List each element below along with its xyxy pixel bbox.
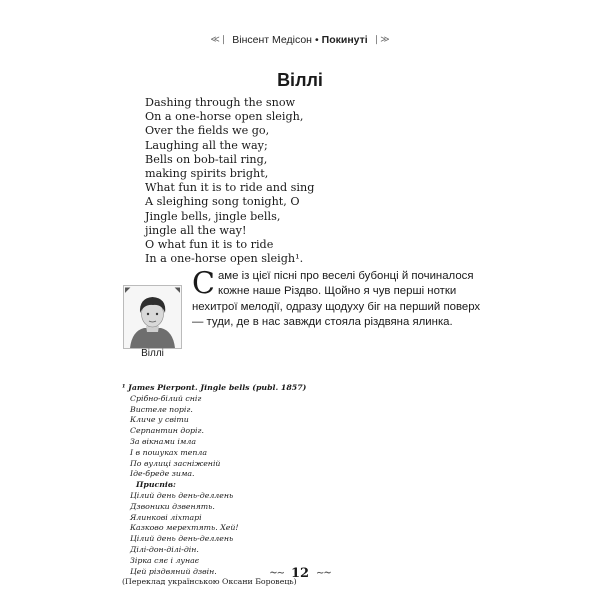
paragraph-text: аме із цієї пісні про веселі бубонці й починалося кожне наше Різдво. Щойно я чув перші нотки нехитрої мелодії, одразу щодуху біг на перший поверх — туди, де в нас завжди стояла різдвяна ялинка. — [192, 270, 481, 329]
footnote-chorus-line: Цей різдвяний дзвін. — [130, 566, 217, 576]
footnote-chorus-line: Дзвоники дзвенять. — [130, 501, 215, 511]
boy-portrait-icon — [124, 286, 181, 348]
verse-line: Laughing all the way; — [145, 138, 268, 152]
ornament-right-icon: ❘≫ — [372, 34, 390, 44]
header-book-title: Покинуті — [321, 34, 368, 46]
footnote-chorus-line: Цілий день день-деллень — [130, 534, 234, 544]
footnote-line: Кличе у світи — [130, 415, 189, 425]
verse-line: What fun it is to ride and sing — [145, 181, 315, 195]
body-paragraph — [192, 266, 482, 331]
footnote-line: І в пошуках тепла — [130, 447, 208, 457]
footnote-chorus-line: Зірка сяє і лунає — [130, 555, 200, 565]
drop-cap: С — [192, 266, 215, 301]
ornament-right-icon: ∼~ — [316, 568, 331, 579]
footnote-line: Серпантин доріг. — [130, 426, 204, 436]
verse-line: jingle all the way! — [145, 223, 247, 237]
footnote-line: Срібно-білий сніг — [130, 393, 202, 403]
page-number: 12 — [290, 566, 310, 581]
verse-line: In a one-horse open sleigh¹. — [145, 252, 304, 266]
verse-line: Bells on bob-tail ring, — [145, 152, 268, 166]
verse-line: making spirits bright, — [145, 167, 269, 181]
footnote-line: По вулиці засніженій — [130, 458, 221, 468]
ornament-left-icon: ≪❘ — [210, 34, 228, 44]
page-number-footer — [0, 566, 600, 581]
header-author: Вінсент Медісон — [232, 34, 312, 46]
verse-line: O what fun it is to ride — [145, 238, 274, 252]
verse-line: Jingle bells, jingle bells, — [145, 209, 281, 223]
corner-ornament-icon: ◤ — [125, 286, 131, 294]
running-header — [0, 34, 600, 46]
character-portrait — [123, 285, 182, 349]
footnote-credit: (Переклад українською Оксани Боровець) — [122, 577, 297, 587]
verse-line: Over the fields we go, — [145, 124, 270, 138]
corner-ornament-icon: ◥ — [174, 286, 180, 294]
song-verse — [145, 96, 395, 266]
footnote-chorus-line: Цілий день день-деллень — [130, 490, 234, 500]
footnote-chorus-line: Ділі-дон-ділі-дін. — [130, 544, 199, 554]
ornament-left-icon: ~∼ — [269, 568, 284, 579]
footnote-heading: ¹ James Pierpont. Jingle bells (publ. 1857) — [122, 383, 307, 392]
footnote-chorus-line: Казково мерехтять. Хей! — [130, 523, 239, 533]
footnote-line: За вікнами імла — [130, 436, 196, 446]
footnote-chorus-label: Приспів: — [136, 480, 176, 490]
verse-line: On a one-horse open sleigh, — [145, 110, 304, 124]
verse-line: Dashing through the snow — [145, 96, 296, 109]
footnote — [122, 383, 372, 588]
footnote-chorus-line: Ялинкові ліхтарі — [130, 512, 202, 522]
chapter-title: Віллі — [277, 70, 323, 90]
header-separator: • — [314, 34, 319, 46]
portrait-caption: Віллі — [141, 348, 164, 359]
verse-line: A sleighing song tonight, O — [145, 195, 300, 209]
footnote-line: Іде-бреде зима. — [130, 469, 195, 479]
footnote-line: Вистеле поріг. — [130, 404, 193, 414]
